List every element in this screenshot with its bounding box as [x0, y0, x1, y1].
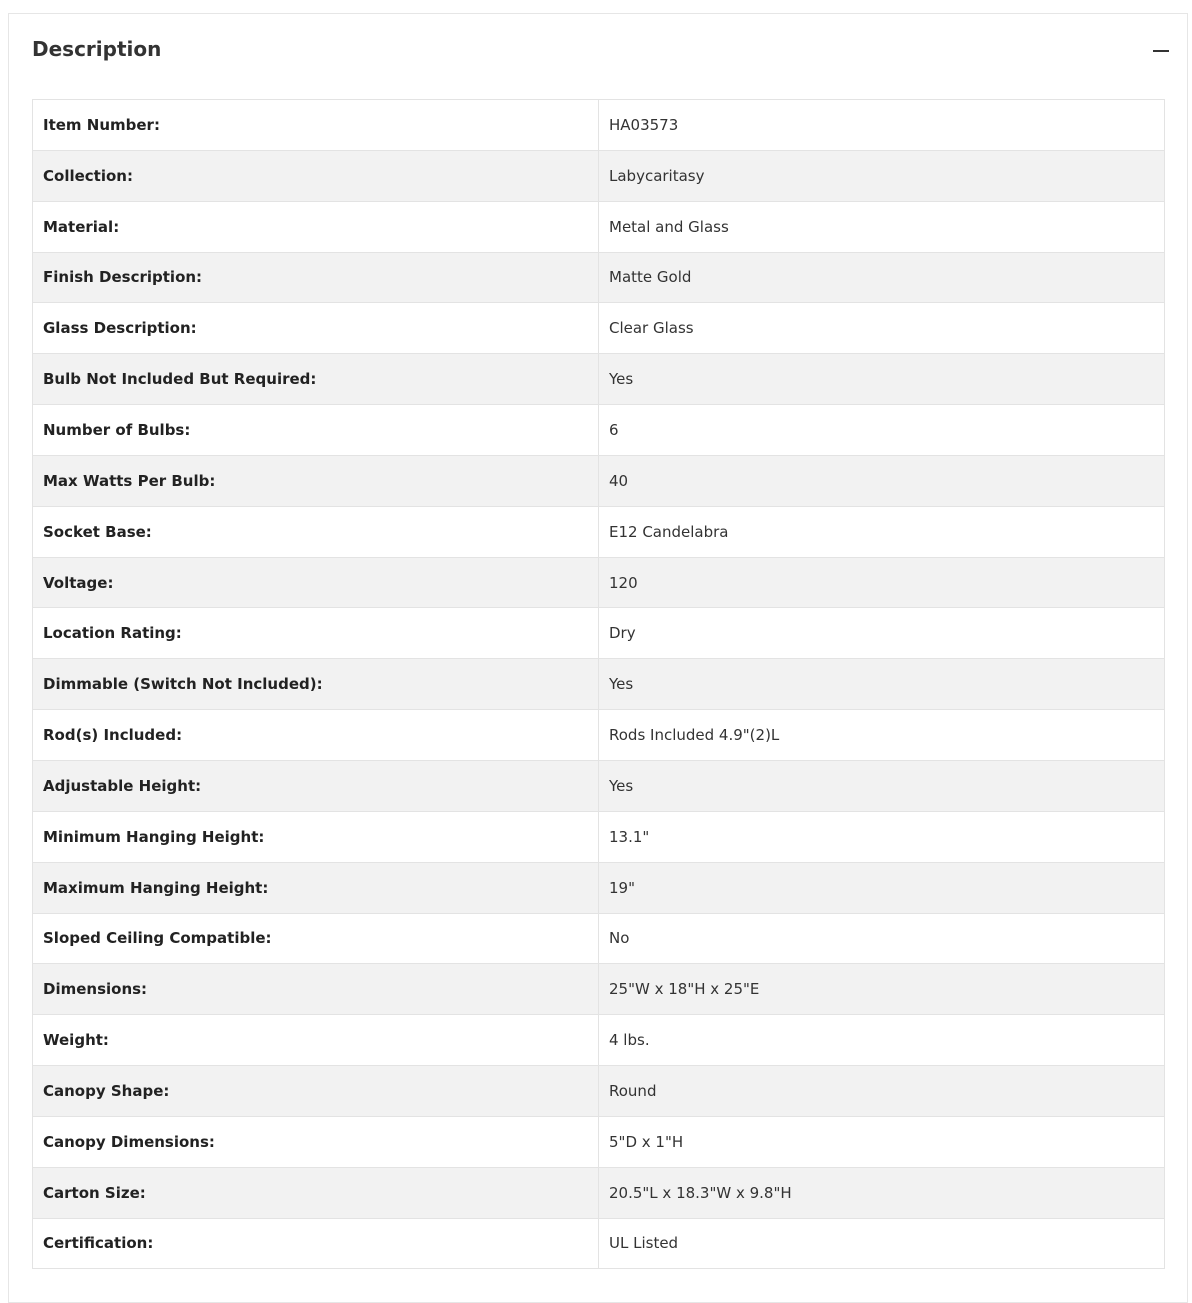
spec-label: Carton Size: [33, 1167, 599, 1218]
spec-label: Weight: [33, 1015, 599, 1066]
spec-label: Socket Base: [33, 506, 599, 557]
spec-value: Clear Glass [599, 303, 1165, 354]
spec-value: Metal and Glass [599, 201, 1165, 252]
table-row [33, 150, 1165, 201]
spec-value: Rods Included 4.9"(2)L [599, 710, 1165, 761]
table-row [33, 1116, 1165, 1167]
table-row [33, 608, 1165, 659]
spec-value: Matte Gold [599, 252, 1165, 303]
table-row [33, 557, 1165, 608]
spec-value: 6 [599, 405, 1165, 456]
table-row [33, 964, 1165, 1015]
spec-label: Canopy Dimensions: [33, 1116, 599, 1167]
spec-label: Location Rating: [33, 608, 599, 659]
spec-label: Finish Description: [33, 252, 599, 303]
table-row [33, 1066, 1165, 1117]
spec-value: 120 [599, 557, 1165, 608]
table-row [33, 506, 1165, 557]
spec-label: Glass Description: [33, 303, 599, 354]
spec-label: Certification: [33, 1218, 599, 1269]
table-row [33, 1218, 1165, 1269]
spec-value: E12 Candelabra [599, 506, 1165, 557]
spec-label: Number of Bulbs: [33, 405, 599, 456]
spec-value: Yes [599, 354, 1165, 405]
table-row [33, 252, 1165, 303]
table-row [33, 913, 1165, 964]
spec-value: No [599, 913, 1165, 964]
spec-label: Bulb Not Included But Required: [33, 354, 599, 405]
spec-value: UL Listed [599, 1218, 1165, 1269]
spec-value: 4 lbs. [599, 1015, 1165, 1066]
spec-value: Labycaritasy [599, 150, 1165, 201]
table-row [33, 455, 1165, 506]
table-row [33, 1167, 1165, 1218]
spec-label: Minimum Hanging Height: [33, 811, 599, 862]
description-panel [8, 13, 1188, 1303]
table-row [33, 811, 1165, 862]
spec-value: 13.1" [599, 811, 1165, 862]
spec-label: Dimensions: [33, 964, 599, 1015]
collapse-button[interactable] [1151, 38, 1173, 62]
spec-value: 20.5"L x 18.3"W x 9.8"H [599, 1167, 1165, 1218]
spec-value: Round [599, 1066, 1165, 1117]
specs-table-body [33, 100, 1165, 1269]
table-row [33, 659, 1165, 710]
section-title: Description [32, 37, 162, 61]
table-row [33, 1015, 1165, 1066]
spec-label: Maximum Hanging Height: [33, 862, 599, 913]
table-row [33, 100, 1165, 151]
spec-label: Material: [33, 201, 599, 252]
table-row [33, 354, 1165, 405]
spec-value: 40 [599, 455, 1165, 506]
spec-label: Collection: [33, 150, 599, 201]
spec-value: 19" [599, 862, 1165, 913]
spec-label: Voltage: [33, 557, 599, 608]
spec-value: HA03573 [599, 100, 1165, 151]
spec-label: Rod(s) Included: [33, 710, 599, 761]
spec-label: Canopy Shape: [33, 1066, 599, 1117]
table-row [33, 862, 1165, 913]
minus-icon [1153, 50, 1169, 52]
spec-label: Max Watts Per Bulb: [33, 455, 599, 506]
spec-value: 25"W x 18"H x 25"E [599, 964, 1165, 1015]
spec-label: Dimmable (Switch Not Included): [33, 659, 599, 710]
spec-label: Item Number: [33, 100, 599, 151]
spec-value: Yes [599, 760, 1165, 811]
specs-table [32, 99, 1165, 1269]
spec-value: Dry [599, 608, 1165, 659]
table-row [33, 303, 1165, 354]
table-row [33, 710, 1165, 761]
table-row [33, 201, 1165, 252]
description-header[interactable] [9, 14, 1187, 86]
spec-label: Adjustable Height: [33, 760, 599, 811]
table-row [33, 760, 1165, 811]
spec-value: 5"D x 1"H [599, 1116, 1165, 1167]
spec-value: Yes [599, 659, 1165, 710]
spec-label: Sloped Ceiling Compatible: [33, 913, 599, 964]
table-row [33, 405, 1165, 456]
